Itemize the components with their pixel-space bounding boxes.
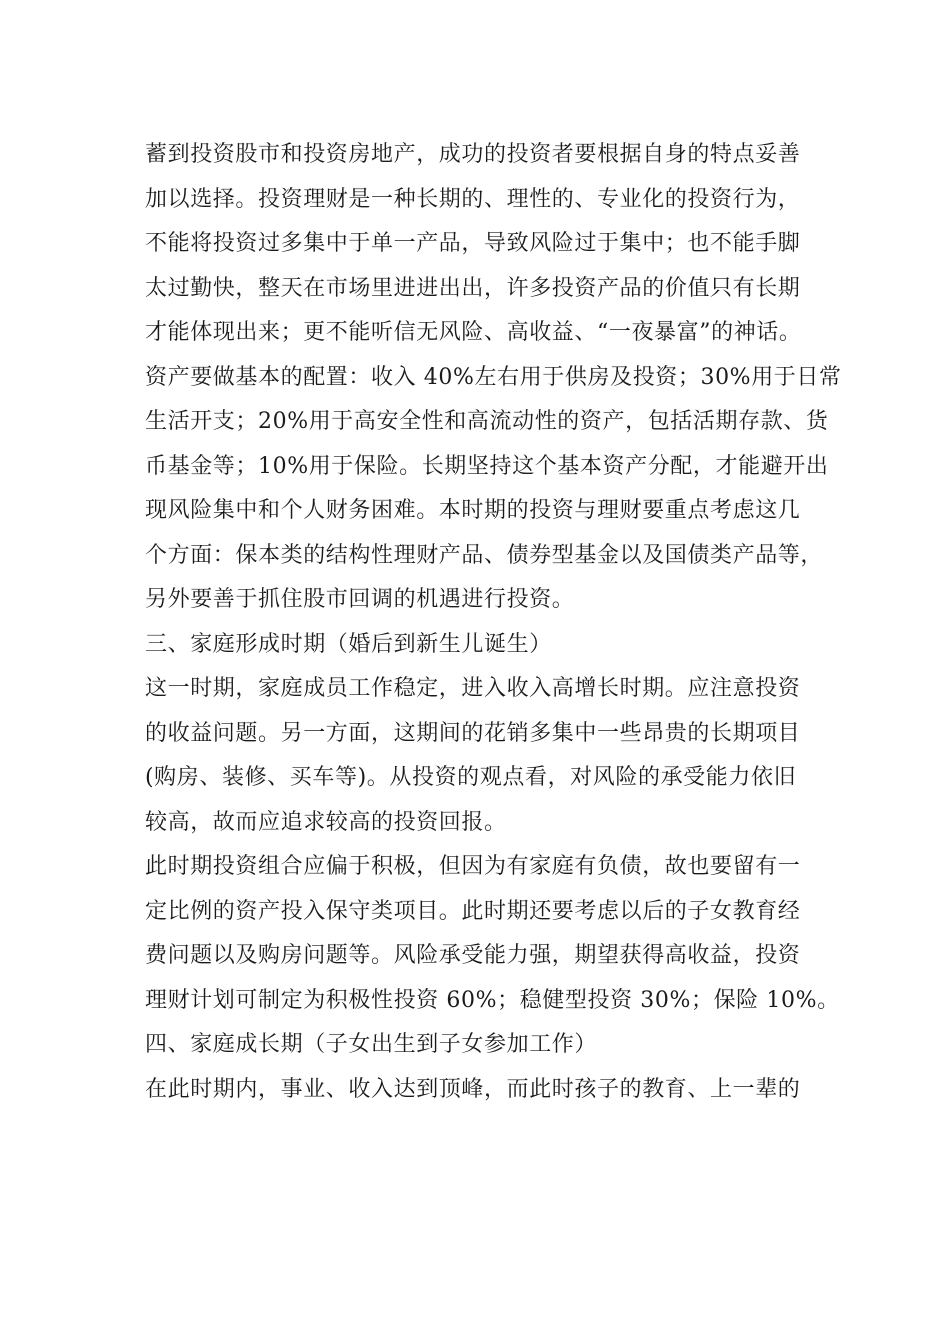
section-heading: 三、家庭形成时期（婚后到新生儿诞生） [145,631,552,657]
text-line: 才能体现出来；更不能听信无风险、高收益、“一夜暴富”的神话。 [145,320,802,345]
text-line: (购房、装修、买车等)。从投资的观点看，对风险的承受能力依旧 [145,765,797,790]
text-line: 生活开支；20%用于高安全性和高流动性的资产，包括活期存款、货 [145,409,829,434]
text-line: 费问题以及购房问题等。风险承受能力强，期望获得高收益，投资 [145,943,801,968]
text-line: 较高，故而应追求较高的投资回报。 [145,809,507,835]
text-line: 理财计划可制定为积极性投资 60%；稳健型投资 30%；保险 10%。 [145,987,840,1013]
text-line: 现风险集中和个人财务困难。本时期的投资与理财要重点考虑这几 [145,498,801,523]
text-line: 个方面：保本类的结构性理财产品、债券型基金以及国债类产品等， [145,542,824,568]
text-line: 太过勤快，整天在市场里进进出出，许多投资产品的价值只有长期 [145,275,801,301]
body-text [145,133,842,1112]
text-line: 资产要做基本的配置：收入 40%左右用于供房及投资；30%用于日常 [145,364,842,390]
text-line: 的收益问题。另一方面，这期间的花销多集中一些昂贵的长期项目 [145,720,801,746]
text-line: 在此时期内，事业、收入达到顶峰，而此时孩子的教育、上一辈的 [145,1076,801,1102]
text-line: 此时期投资组合应偏于积极，但因为有家庭有负债，故也要留有一 [145,854,801,879]
text-line: 加以选择。投资理财是一种长期的、理性的、专业化的投资行为， [145,186,801,212]
text-line: 不能将投资过多集中于单一产品，导致风险过于集中；也不能手脚 [145,231,801,256]
section-heading: 四、家庭成长期（子女出生到子女参加工作） [145,1032,598,1057]
text-line: 蓄到投资股市和投资房地产，成功的投资者要根据自身的特点妥善 [145,142,801,167]
text-line: 定比例的资产投入保守类项目。此时期还要考虑以后的子女教育经 [145,898,801,924]
text-line: 这一时期，家庭成员工作稳定，进入收入高增长时期。应注意投资 [145,676,801,701]
text-line: 币基金等；10%用于保险。长期坚持这个基本资产分配，才能避开出 [145,453,829,479]
text-line: 另外要善于抓住股市回调的机遇进行投资。 [145,587,575,612]
